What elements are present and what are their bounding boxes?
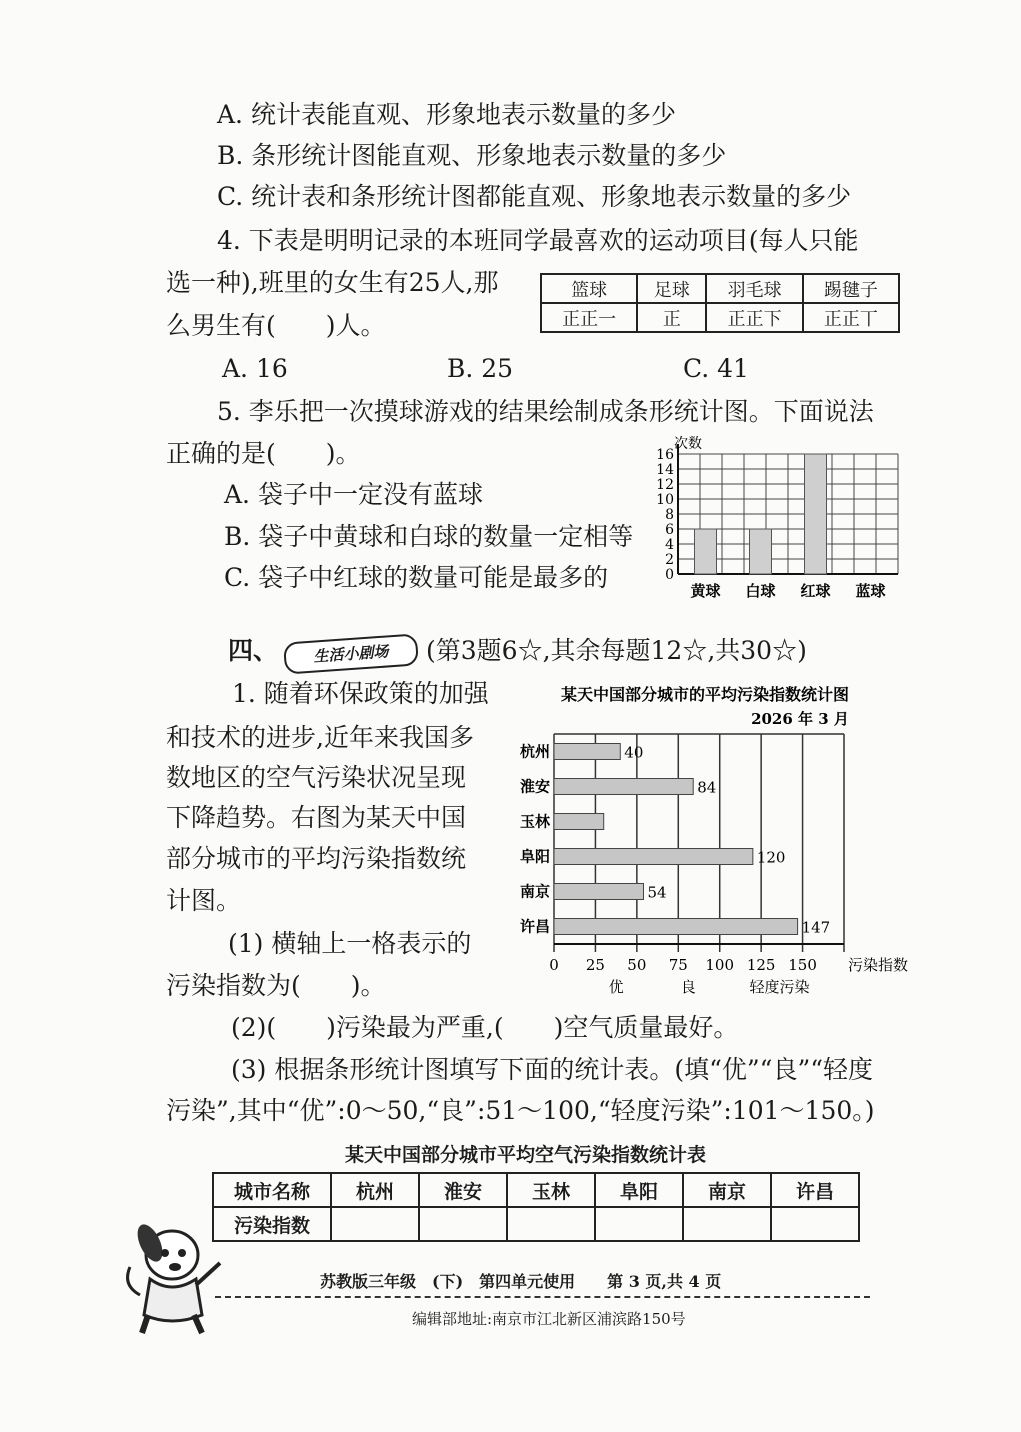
p1-text-line: 部分城市的平均污染指数统 [166, 844, 467, 873]
q5-option-b: B. 袋子中黄球和白球的数量一定相等 [224, 522, 634, 551]
city-label: 淮安 [519, 777, 550, 796]
tally-header-cell: 足球 [637, 274, 706, 303]
p1-text-line: 计图。 [166, 886, 242, 915]
ball-bar-chart [650, 432, 905, 604]
city-label: 南京 [519, 882, 550, 901]
q3-option-b: B. 条形统计图能直观、形象地表示数量的多少 [217, 141, 727, 170]
bar-3 [554, 849, 753, 865]
bar-value-label: 84 [697, 778, 717, 797]
y-tick-label: 6 [665, 522, 674, 538]
city-label: 许昌 [519, 917, 550, 936]
y-tick-label: 16 [656, 447, 674, 463]
sports-tally-table [540, 273, 900, 333]
stat-header-index: 污染指数 [213, 1207, 331, 1241]
stat-table [212, 1172, 860, 1242]
chart-title: 某天中国部分城市的平均污染指数统计图 [560, 685, 850, 704]
y-tick-label: 2 [665, 552, 674, 568]
q5-option-c: C. 袋子中红球的数量可能是最多的 [224, 563, 609, 592]
stat-city-cell: 阜阳 [595, 1173, 683, 1207]
x-category-label: 红球 [800, 582, 831, 600]
p1-sub3-line1: (3) 根据条形统计图填写下面的统计表。(填“优”“良”“轻度 [231, 1055, 874, 1084]
q4-option-a: A. 16 [222, 354, 288, 383]
stat-header-city: 城市名称 [213, 1173, 331, 1207]
stat-row-index [213, 1207, 859, 1241]
p1-sub1-line1: (1) 横轴上一格表示的 [228, 929, 472, 958]
y-tick-label: 14 [656, 462, 674, 478]
p1-text-line: 和技术的进步,近年来我国多 [166, 723, 474, 752]
stat-city-cell: 许昌 [771, 1173, 859, 1207]
tally-header-cell: 羽毛球 [706, 274, 802, 303]
bar-0 [695, 529, 717, 574]
stat-row-cities [213, 1173, 859, 1207]
stat-city-cell: 杭州 [331, 1173, 419, 1207]
footer-divider [215, 1296, 870, 1298]
band-label: 轻度污染 [749, 978, 810, 996]
stat-answer-cell[interactable] [419, 1207, 507, 1241]
tally-value-cell: 正 [637, 303, 706, 332]
q4-option-c: C. 41 [683, 354, 749, 383]
footer-address: 编辑部地址:南京市江北新区浦滨路150号 [412, 1310, 686, 1328]
q5-stem-line2: 正确的是( )。 [166, 439, 361, 468]
bar-2 [805, 454, 827, 574]
p1-text-line: 1. 随着环保政策的加强 [232, 679, 489, 708]
q4-stem-line3: 么男生有( )人。 [166, 311, 386, 340]
y-tick-label: 0 [665, 567, 674, 583]
x-tick-label: 0 [549, 956, 559, 974]
tally-header-cell: 篮球 [541, 274, 637, 303]
x-category-label: 蓝球 [855, 582, 886, 600]
section-score-note: (第3题6☆,其余每题12☆,共30☆) [426, 636, 807, 665]
x-tick-label: 75 [668, 956, 688, 974]
q5-option-a: A. 袋子中一定没有蓝球 [224, 480, 483, 509]
tally-value-cell: 正正丅 [803, 303, 899, 332]
stat-table-title: 某天中国部分城市平均空气污染指数统计表 [345, 1144, 707, 1166]
x-tick-label: 125 [746, 956, 776, 974]
q4-stem-line1: 4. 下表是明明记录的本班同学最喜欢的运动项目(每人只能 [217, 226, 859, 255]
bar-value-label: 147 [801, 918, 831, 937]
city-label: 杭州 [519, 742, 550, 761]
p1-sub1-line2: 污染指数为( )。 [166, 971, 386, 1000]
x-tick-label: 25 [585, 956, 605, 974]
stat-answer-cell[interactable] [683, 1207, 771, 1241]
y-axis-label: 次数 [674, 436, 702, 452]
bar-2 [554, 814, 604, 830]
q5-stem-line1: 5. 李乐把一次摸球游戏的结果绘制成条形统计图。下面说法 [217, 397, 874, 426]
section-number: 四、 [228, 636, 279, 665]
stat-city-cell: 南京 [683, 1173, 771, 1207]
pollution-bar-chart [510, 680, 909, 998]
stat-answer-cell[interactable] [771, 1207, 859, 1241]
x-axis-label: 污染指数 [848, 956, 909, 974]
bar-value-label: 40 [624, 743, 644, 762]
bar-value-label: 120 [756, 848, 786, 867]
bar-1 [554, 779, 693, 795]
band-label: 优 [608, 978, 624, 996]
x-category-label: 白球 [745, 582, 776, 600]
chart-subtitle: 2026 年 3 月 [751, 710, 849, 728]
tally-header-row [541, 274, 899, 303]
q3-option-a: A. 统计表能直观、形象地表示数量的多少 [217, 100, 676, 129]
x-category-label: 黄球 [690, 582, 721, 600]
tally-header-cell: 踢毽子 [803, 274, 899, 303]
stat-city-cell: 玉林 [507, 1173, 595, 1207]
bar-value-label: 54 [647, 883, 667, 902]
stat-answer-cell[interactable] [331, 1207, 419, 1241]
band-label: 良 [680, 978, 696, 996]
tally-value-row [541, 303, 899, 332]
x-tick-label: 100 [705, 956, 735, 974]
bar-5 [554, 919, 798, 935]
footer-edition: 苏教版三年级 (下) 第四单元使用 第 3 页,共 4 页 [320, 1272, 722, 1291]
stat-answer-cell[interactable] [507, 1207, 595, 1241]
x-tick-label: 150 [788, 956, 817, 974]
stat-answer-cell[interactable] [595, 1207, 683, 1241]
q4-stem-line2: 选一种),班里的女生有25人,那 [166, 268, 499, 297]
p1-text-line: 数地区的空气污染状况呈现 [166, 763, 467, 792]
y-tick-label: 8 [665, 507, 674, 523]
y-tick-label: 10 [656, 492, 674, 508]
city-label: 阜阳 [519, 847, 550, 866]
p1-sub3-line2: 污染”,其中“优”:0～50,“良”:51～100,“轻度污染”:101～150。) [166, 1096, 875, 1125]
tally-value-cell: 正正一 [541, 303, 637, 332]
q4-option-b: B. 25 [447, 354, 514, 383]
p1-text-line: 下降趋势。右图为某天中国 [166, 803, 467, 832]
dog-mascot-icon [120, 1215, 230, 1340]
bar-1 [750, 529, 772, 574]
section-badge: 生活小剧场 [283, 633, 419, 674]
bar-4 [554, 884, 643, 900]
y-tick-label: 12 [656, 477, 674, 493]
q3-option-c: C. 统计表和条形统计图都能直观、形象地表示数量的多少 [217, 182, 852, 211]
x-tick-label: 50 [627, 956, 647, 974]
p1-sub2: (2)( )污染最为严重,( )空气质量最好。 [231, 1013, 739, 1042]
y-tick-label: 4 [665, 537, 674, 553]
city-label: 玉林 [519, 812, 550, 831]
stat-city-cell: 淮安 [419, 1173, 507, 1207]
bar-0 [554, 744, 620, 760]
tally-value-cell: 正正下 [706, 303, 802, 332]
